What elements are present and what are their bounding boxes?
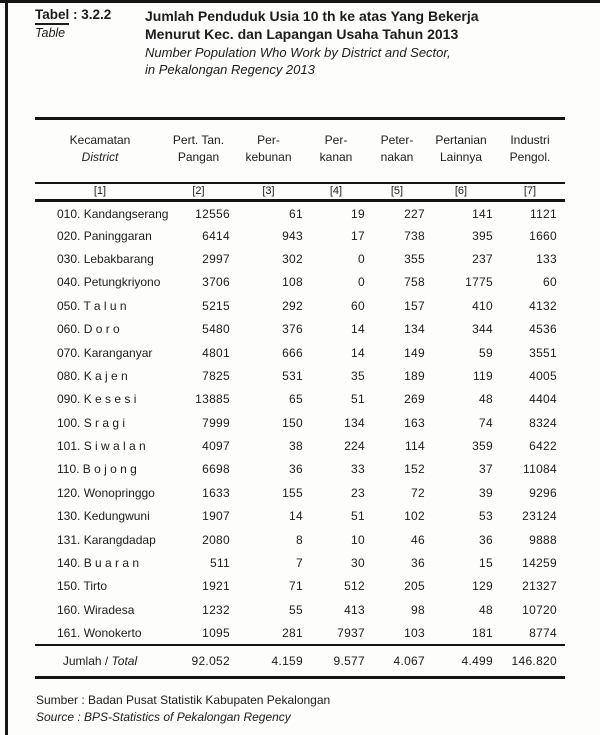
column-header-livestock: Peter- nakan xyxy=(367,119,427,183)
value-cell: 8 xyxy=(296,532,303,547)
district-cell: 100. S r a g i xyxy=(57,415,126,430)
value-cell: 292 xyxy=(282,298,303,313)
district-cell: 090. K e s e s i xyxy=(57,392,137,407)
table-row xyxy=(35,247,565,270)
value-cell: 344 xyxy=(472,322,493,337)
value-cell: 512 xyxy=(344,579,365,594)
page-border-top xyxy=(0,0,600,3)
value-cell: 1907 xyxy=(202,509,230,524)
table-label-block xyxy=(35,7,143,40)
value-cell: 1121 xyxy=(529,207,557,222)
value-cell: 8324 xyxy=(529,415,557,430)
source-english: Source : BPS-Statistics of Pekalongan Regency xyxy=(36,710,291,724)
table-row xyxy=(35,481,565,504)
value-cell: 758 xyxy=(404,275,425,290)
value-cell: 36 xyxy=(411,556,425,571)
value-cell: 227 xyxy=(404,207,425,222)
value-cell: 376 xyxy=(282,322,303,337)
value-cell: 36 xyxy=(479,532,493,547)
value-cell: 150 xyxy=(282,415,303,430)
table-row xyxy=(35,271,565,294)
district-cell: 140. B u a r a n xyxy=(57,556,140,571)
value-cell: 46 xyxy=(411,532,425,547)
value-cell: 413 xyxy=(344,602,365,617)
value-cell: 5215 xyxy=(202,298,230,313)
value-cell: 666 xyxy=(282,345,303,360)
value-cell: 1660 xyxy=(529,228,557,243)
district-cell: 040. Petungkriyono xyxy=(57,275,161,290)
column-header-plantation: Per- kebunan xyxy=(232,119,305,183)
district-cell: 020. Paninggaran xyxy=(57,228,152,243)
column-header-fishery: Per- kanan xyxy=(305,119,367,183)
title-indonesian-line2: Menurut Kec. dan Lapangan Usaha Tahun 2013 xyxy=(145,26,459,42)
value-cell: 59 xyxy=(479,345,493,360)
value-cell: 0 xyxy=(358,251,365,266)
value-cell: 23124 xyxy=(522,509,557,524)
district-cell: 101. S i w a l a n xyxy=(57,439,146,454)
value-cell: 23 xyxy=(351,485,365,500)
value-cell: 13885 xyxy=(195,392,230,407)
value-cell: 281 xyxy=(282,625,303,640)
value-cell: 9888 xyxy=(529,532,557,547)
value-cell: 4132 xyxy=(529,298,557,313)
column-header-district: Kecamatan District xyxy=(35,119,165,183)
value-cell: 6422 xyxy=(529,439,557,454)
value-cell: 15 xyxy=(479,556,493,571)
column-header-food-agriculture: Pert. Tan. Pangan xyxy=(165,119,232,183)
value-cell: 8774 xyxy=(529,625,557,640)
value-cell: 114 xyxy=(404,439,425,454)
value-cell: 149 xyxy=(404,345,425,360)
value-cell: 7 xyxy=(296,556,303,571)
value-cell: 30 xyxy=(351,556,365,571)
table-row xyxy=(35,622,565,645)
value-cell: 74 xyxy=(479,415,493,430)
value-cell: 98 xyxy=(411,602,425,617)
value-cell: 5480 xyxy=(202,322,230,337)
value-cell: 0 xyxy=(358,275,365,290)
column-header-row xyxy=(35,119,565,183)
total-label: Jumlah / Total xyxy=(62,654,138,669)
value-cell: 395 xyxy=(472,228,493,243)
value-cell: 10720 xyxy=(522,602,557,617)
table-label-id xyxy=(35,7,143,22)
value-cell: 943 xyxy=(282,228,303,243)
value-cell: 134 xyxy=(344,415,365,430)
table-row xyxy=(35,294,565,317)
value-cell: 1633 xyxy=(202,485,230,500)
value-cell: 19 xyxy=(351,207,365,222)
value-cell: 7937 xyxy=(337,625,365,640)
total-row xyxy=(35,645,565,678)
value-cell: 39 xyxy=(479,485,493,500)
value-cell: 9296 xyxy=(529,485,557,500)
title-english-line2: in Pekalongan Regency 2013 xyxy=(145,61,315,77)
value-cell: 37 xyxy=(479,462,493,477)
value-cell: 157 xyxy=(404,298,425,313)
value-cell: 55 xyxy=(289,602,303,617)
source-indonesian: Sumber : Badan Pusat Statistik Kabupaten Pekalongan xyxy=(36,693,331,707)
table-row xyxy=(35,364,565,387)
value-cell: 14 xyxy=(289,509,303,524)
value-cell: 302 xyxy=(282,251,303,266)
table-label-number: : 3.2.2 xyxy=(69,7,112,22)
title-block xyxy=(145,7,575,78)
table-row xyxy=(35,458,565,481)
value-cell: 71 xyxy=(289,579,303,594)
column-number: [7] xyxy=(495,183,565,201)
district-cell: 120. Wonopringgo xyxy=(57,485,155,500)
value-cell: 11084 xyxy=(523,462,557,477)
value-cell: 51 xyxy=(351,392,365,407)
value-cell: 269 xyxy=(404,392,425,407)
value-cell: 359 xyxy=(472,439,493,454)
value-cell: 61 xyxy=(289,207,303,222)
table-row xyxy=(35,224,565,247)
total-value-cell: 4.159 xyxy=(271,654,303,669)
table-row xyxy=(35,434,565,457)
value-cell: 7999 xyxy=(202,415,230,430)
title-english-line1: Number Population Who Work by District and Sector, xyxy=(145,45,451,60)
district-cell: 131. Karangdadap xyxy=(57,532,156,547)
table-row xyxy=(35,598,565,621)
value-cell: 4005 xyxy=(529,368,557,383)
value-cell: 4801 xyxy=(202,345,230,360)
table-label-en: Table xyxy=(35,26,66,40)
value-cell: 102 xyxy=(404,509,425,524)
value-cell: 33 xyxy=(351,462,365,477)
column-number: [4] xyxy=(305,183,367,201)
table-row xyxy=(35,201,565,224)
total-value-cell: 9.577 xyxy=(333,654,365,669)
total-value-cell: 4.067 xyxy=(393,654,425,669)
value-cell: 133 xyxy=(536,251,557,266)
district-cell: 110. B o j o n g xyxy=(57,462,137,477)
value-cell: 6698 xyxy=(202,462,230,477)
column-header-other-agriculture: Pertanian Lainnya xyxy=(427,119,495,183)
value-cell: 134 xyxy=(404,322,425,337)
value-cell: 51 xyxy=(351,509,365,524)
total-value-cell: 4.499 xyxy=(461,654,493,669)
column-number-row xyxy=(35,183,565,201)
value-cell: 38 xyxy=(289,439,303,454)
table-row xyxy=(35,388,565,411)
table-row xyxy=(35,528,565,551)
value-cell: 152 xyxy=(404,462,425,477)
total-value-cell: 146.820 xyxy=(511,654,557,669)
district-cell: 150. Tirto xyxy=(57,579,108,594)
value-cell: 355 xyxy=(404,251,425,266)
value-cell: 2997 xyxy=(202,251,230,266)
value-cell: 65 xyxy=(289,392,303,407)
district-cell: 130. Kedungwuni xyxy=(57,509,150,524)
value-cell: 1095 xyxy=(202,625,230,640)
value-cell: 141 xyxy=(472,207,493,222)
value-cell: 6414 xyxy=(202,228,230,243)
value-cell: 531 xyxy=(282,368,303,383)
district-cell: 080. K a j e n xyxy=(57,368,128,383)
table-row xyxy=(35,505,565,528)
value-cell: 72 xyxy=(411,485,425,500)
value-cell: 60 xyxy=(543,275,557,290)
document-footer xyxy=(36,692,330,725)
value-cell: 14 xyxy=(351,322,365,337)
district-cell: 160. Wiradesa xyxy=(57,602,135,617)
value-cell: 12556 xyxy=(195,207,230,222)
value-cell: 108 xyxy=(282,275,303,290)
value-cell: 224 xyxy=(344,439,365,454)
value-cell: 4536 xyxy=(529,322,557,337)
value-cell: 60 xyxy=(351,298,365,313)
value-cell: 4097 xyxy=(202,439,230,454)
value-cell: 129 xyxy=(472,579,493,594)
column-number: [5] xyxy=(367,183,427,201)
value-cell: 53 xyxy=(479,509,493,524)
value-cell: 48 xyxy=(479,392,493,407)
value-cell: 189 xyxy=(404,368,425,383)
column-number: [6] xyxy=(427,183,495,201)
table-row xyxy=(35,575,565,598)
value-cell: 7825 xyxy=(202,368,230,383)
column-number: [3] xyxy=(232,183,305,201)
district-cell: 010. Kandangserang xyxy=(57,207,169,222)
value-cell: 21327 xyxy=(522,579,557,594)
column-number: [1] xyxy=(35,183,165,201)
value-cell: 14 xyxy=(351,345,365,360)
value-cell: 14259 xyxy=(522,556,557,571)
district-cell: 060. D o r o xyxy=(57,322,120,337)
value-cell: 511 xyxy=(209,556,230,571)
value-cell: 36 xyxy=(289,462,303,477)
district-cell: 050. T a l u n xyxy=(57,298,127,313)
total-value-cell: 92.052 xyxy=(191,654,230,669)
value-cell: 1775 xyxy=(465,275,493,290)
value-cell: 1921 xyxy=(202,579,230,594)
table-row xyxy=(35,411,565,434)
district-cell: 070. Karanganyar xyxy=(57,345,153,360)
page-border-left xyxy=(5,0,8,735)
table-row xyxy=(35,551,565,574)
value-cell: 4404 xyxy=(529,392,557,407)
value-cell: 181 xyxy=(472,625,493,640)
value-cell: 103 xyxy=(404,625,425,640)
value-cell: 205 xyxy=(404,579,425,594)
table-row xyxy=(35,317,565,340)
title-indonesian-line1: Jumlah Penduduk Usia 10 th ke atas Yang Bekerja xyxy=(145,8,479,24)
table-body xyxy=(35,201,565,645)
value-cell: 2080 xyxy=(202,532,230,547)
value-cell: 10 xyxy=(351,532,365,547)
column-number: [2] xyxy=(165,183,232,201)
value-cell: 3551 xyxy=(529,345,557,360)
value-cell: 237 xyxy=(472,251,493,266)
value-cell: 17 xyxy=(351,228,365,243)
district-cell: 161. Wonokerto xyxy=(57,625,142,640)
value-cell: 410 xyxy=(472,298,493,313)
table-label-word: Tabel xyxy=(35,7,69,25)
district-cell: 030. Lebakbarang xyxy=(57,251,154,266)
value-cell: 119 xyxy=(472,368,493,383)
value-cell: 3706 xyxy=(202,275,230,290)
value-cell: 163 xyxy=(404,415,425,430)
value-cell: 738 xyxy=(404,228,425,243)
value-cell: 155 xyxy=(282,485,303,500)
table-row xyxy=(35,341,565,364)
value-cell: 35 xyxy=(351,368,365,383)
value-cell: 1232 xyxy=(202,602,230,617)
value-cell: 48 xyxy=(479,602,493,617)
column-header-manufacturing: Industri Pengol. xyxy=(495,119,565,183)
statistics-table xyxy=(35,117,565,679)
